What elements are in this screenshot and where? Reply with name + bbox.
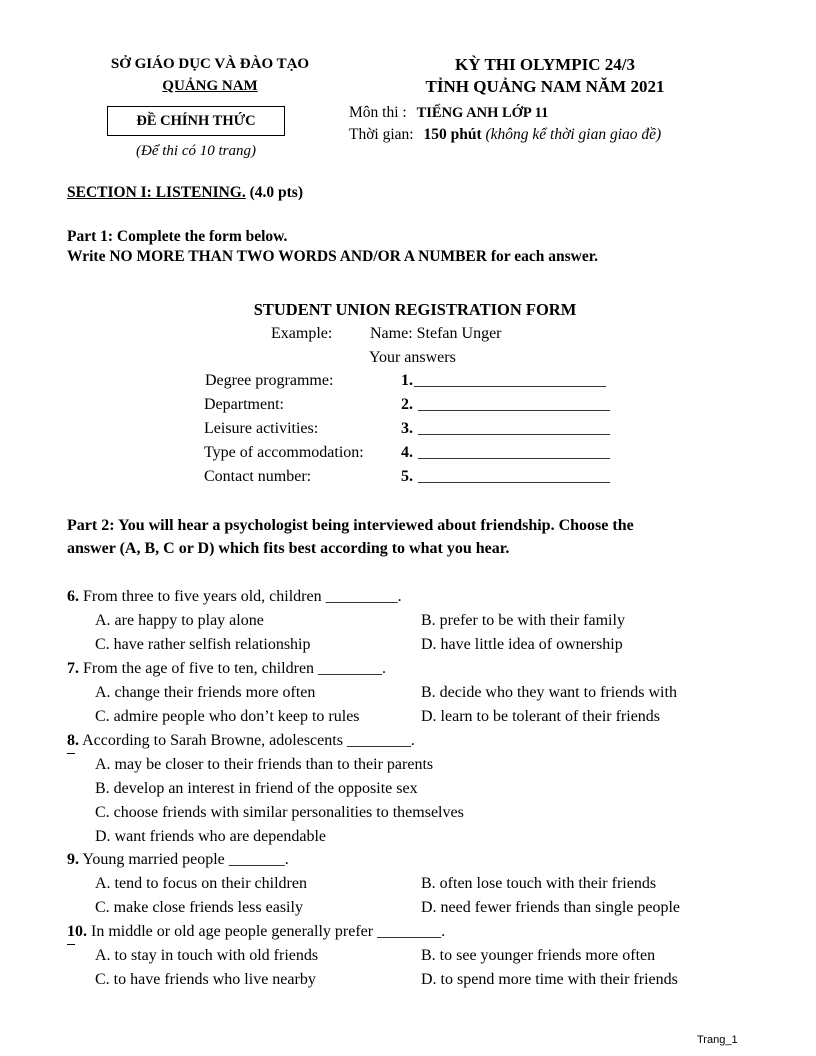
option-a[interactable]: A. to stay in touch with old friends xyxy=(95,947,319,964)
answer-blank[interactable]: ________________________ xyxy=(418,468,610,485)
form-row-number: 4. xyxy=(401,444,413,461)
option-c[interactable]: C. have rather selfish relationship xyxy=(95,636,311,653)
answers-label: Your answers xyxy=(369,349,456,366)
margin-mark xyxy=(67,753,75,754)
option-c[interactable]: C. choose friends with similar personalities to themselves xyxy=(95,804,464,821)
option-c[interactable]: C. admire people who don’t keep to rules xyxy=(95,708,360,725)
option-b[interactable]: B. develop an interest in friend of the opposite sex xyxy=(95,780,418,797)
time-line xyxy=(349,126,661,144)
question-stem: From the age of five to ten, children ________. xyxy=(79,660,387,677)
time-label: Thời gian: xyxy=(349,126,414,143)
margin-mark xyxy=(67,944,75,945)
example-label: Example: xyxy=(271,325,333,342)
section-points: (4.0 pts) xyxy=(245,184,303,201)
answer-blank[interactable]: ________________________ xyxy=(418,444,610,461)
question-7 xyxy=(67,660,386,678)
option-a[interactable]: A. tend to focus on their children xyxy=(95,875,307,892)
option-b[interactable]: B. decide who they want to friends with xyxy=(421,684,677,701)
question-number: 10. xyxy=(67,923,87,940)
option-a[interactable]: A. may be closer to their friends than to their parents xyxy=(95,756,434,773)
form-row-label: Type of accommodation: xyxy=(204,444,364,461)
question-number: 6. xyxy=(67,588,79,605)
official-exam-label: ĐỀ CHÍNH THỨC xyxy=(107,106,285,136)
form-row-number: 3. xyxy=(401,420,413,437)
option-b[interactable]: B. prefer to be with their family xyxy=(421,612,625,629)
option-d[interactable]: D. want friends who are dependable xyxy=(95,828,327,845)
question-stem: According to Sarah Browne, adolescents ________. xyxy=(79,732,415,749)
option-d[interactable]: D. need fewer friends than single people xyxy=(421,899,681,916)
question-number: 9. xyxy=(67,851,79,868)
part1-instruction: Write NO MORE THAN TWO WORDS AND/OR A NUMBER for each answer. xyxy=(67,248,599,265)
question-number: 7. xyxy=(67,660,79,677)
form-row-number: 2. xyxy=(401,396,413,413)
subject-value: TIẾNG ANH LỚP 11 xyxy=(416,105,549,121)
section-name: SECTION I: LISTENING. xyxy=(67,184,246,201)
question-number: 8. xyxy=(67,732,79,749)
question-10 xyxy=(67,923,445,941)
subject-line xyxy=(349,104,548,122)
question-8 xyxy=(67,732,415,750)
part1-heading: Part 1: Complete the form below. xyxy=(67,228,288,245)
option-d[interactable]: D. to spend more time with their friends xyxy=(421,971,678,988)
option-a[interactable]: A. are happy to play alone xyxy=(95,612,264,629)
question-stem: Young married people _______. xyxy=(79,851,289,868)
question-6 xyxy=(67,588,402,606)
option-b[interactable]: B. to see younger friends more often xyxy=(421,947,656,964)
time-value: 150 phút xyxy=(423,126,482,143)
option-c[interactable]: C. to have friends who live nearby xyxy=(95,971,316,988)
option-c[interactable]: C. make close friends less easily xyxy=(95,899,303,916)
province-name: QUẢNG NAM xyxy=(162,78,258,94)
answer-blank[interactable]: ________________________ xyxy=(414,372,606,389)
form-row-label: Department: xyxy=(204,396,284,413)
form-row-number: 5. xyxy=(401,468,413,485)
question-stem: From three to five years old, children _________. xyxy=(79,588,402,605)
time-note: (không kể thời gian giao đề) xyxy=(485,126,662,143)
question-9 xyxy=(67,851,289,869)
form-row-label: Leisure activities: xyxy=(204,420,319,437)
form-row-number: 1. xyxy=(401,372,413,389)
section-title xyxy=(67,184,303,202)
exam-title: KỲ THI OLYMPIC 24/3 xyxy=(455,55,635,74)
form-title: STUDENT UNION REGISTRATION FORM xyxy=(253,300,577,319)
part2-instruction: answer (A, B, C or D) which fits best according to what you hear. xyxy=(67,540,510,557)
example-value: Name: Stefan Unger xyxy=(370,325,502,342)
form-row-label: Contact number: xyxy=(204,468,312,485)
department-name: SỞ GIÁO DỤC VÀ ĐÀO TẠO xyxy=(110,56,310,72)
subject-label: Môn thi : xyxy=(349,104,407,121)
question-stem: In middle or old age people generally prefer ________. xyxy=(87,923,446,940)
page-number: Trang_1 xyxy=(697,1034,738,1046)
page-count-note: (Để thi có 10 trang) xyxy=(136,143,256,159)
option-d[interactable]: D. have little idea of ownership xyxy=(421,636,623,653)
answer-blank[interactable]: ________________________ xyxy=(418,396,610,413)
exam-subtitle: TỈNH QUẢNG NAM NĂM 2021 xyxy=(425,77,665,96)
option-d[interactable]: D. learn to be tolerant of their friends xyxy=(421,708,661,725)
option-b[interactable]: B. often lose touch with their friends xyxy=(421,875,657,892)
answer-blank[interactable]: ________________________ xyxy=(418,420,610,437)
part2-heading: Part 2: You will hear a psychologist being interviewed about friendship. Choose the xyxy=(67,517,634,534)
option-a[interactable]: A. change their friends more often xyxy=(95,684,316,701)
form-row-label: Degree programme: xyxy=(205,372,334,389)
